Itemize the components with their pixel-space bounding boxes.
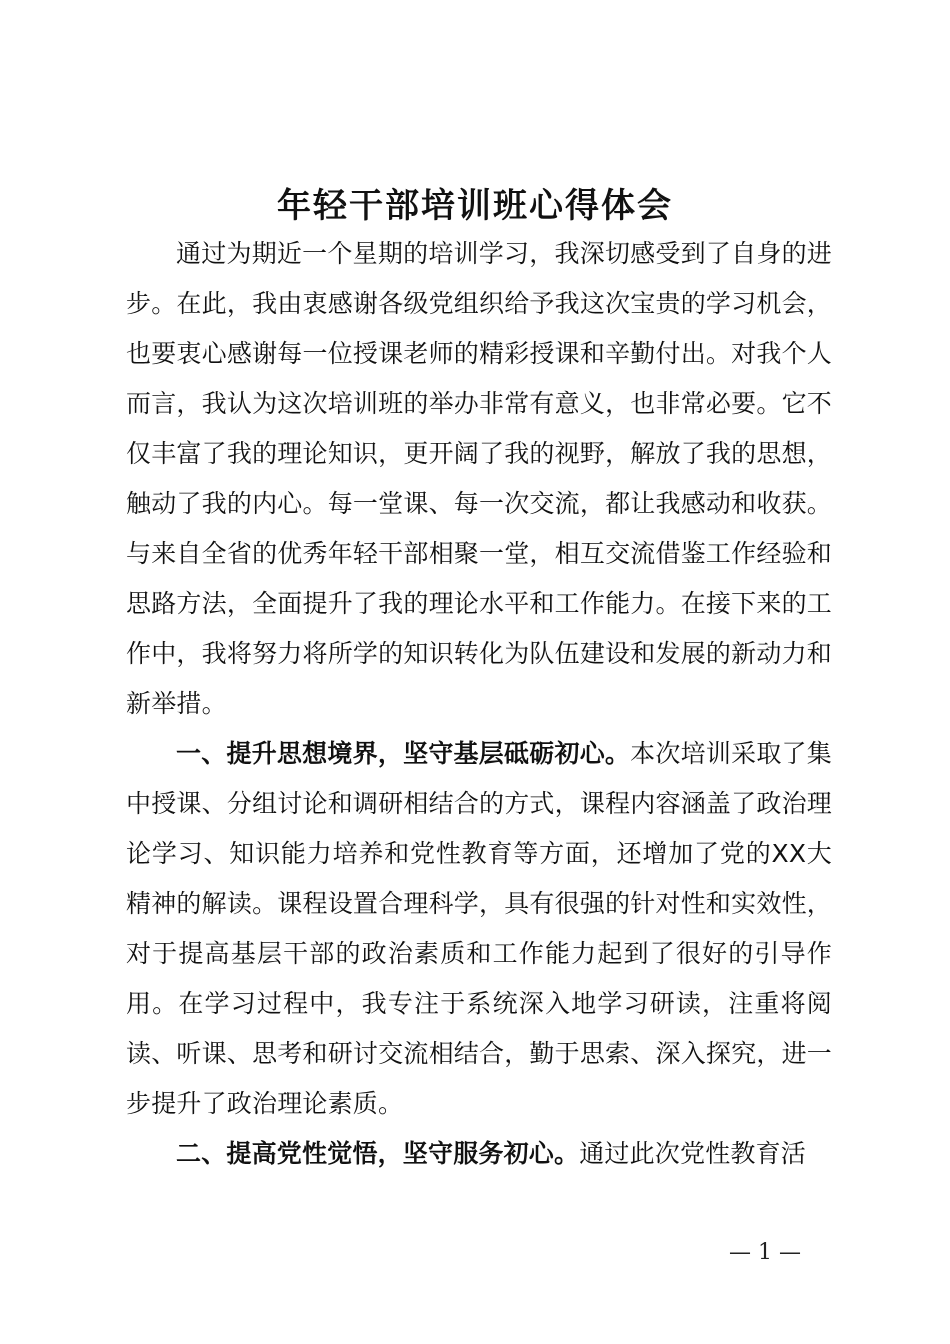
document-body bbox=[126, 229, 832, 1179]
paragraph-text: 本次培训采取了集中授课、分组讨论和调研相结合的方式，课程内容涵盖了政治理论学习、知识能力培养和党性教育等方面，还增加了党的XX大精神的解读。课程设置合理科学，具有很强的针对性和实效性，对于提高基层干部的政治素质和工作能力起到了很好的引导作用。在学习过程中，我专注于系统深入地学习研读，注重将阅读、听课、思考和研讨交流相结合，勤于思索、深入探究，进一步提升了政治理论素质。 bbox=[126, 739, 832, 1118]
paragraph-lead: 二、提高党性觉悟，坚守服务初心。 bbox=[176, 1139, 580, 1168]
paragraph-lead: 一、提升思想境界，坚守基层砥砺初心。 bbox=[176, 739, 631, 768]
page-number: — 1 — bbox=[729, 1240, 801, 1265]
paragraph-text: 通过此次党性教育活 bbox=[579, 1139, 807, 1168]
paragraph-section-1 bbox=[126, 729, 832, 1129]
paragraph-section-2 bbox=[126, 1129, 832, 1179]
paragraph-text: 通过为期近一个星期的培训学习，我深切感受到了自身的进步。在此，我由衷感谢各级党组织给予我这次宝贵的学习机会，也要衷心感谢每一位授课老师的精彩授课和辛勤付出。对我个人而言，我认为这次培训班的举办非常有意义，也非常必要。它不仅丰富了我的理论知识，更开阔了我的视野，解放了我的思想，触动了我的内心。每一堂课、每一次交流，都让我感动和收获。与来自全省的优秀年轻干部相聚一堂，相互交流借鉴工作经验和思路方法，全面提升了我的理论水平和工作能力。在接下来的工作中，我将努力将所学的知识转化为队伍建设和发展的新动力和新举措。 bbox=[126, 239, 832, 718]
paragraph-intro bbox=[126, 229, 832, 729]
document-title: 年轻干部培训班心得体会 bbox=[277, 186, 673, 226]
